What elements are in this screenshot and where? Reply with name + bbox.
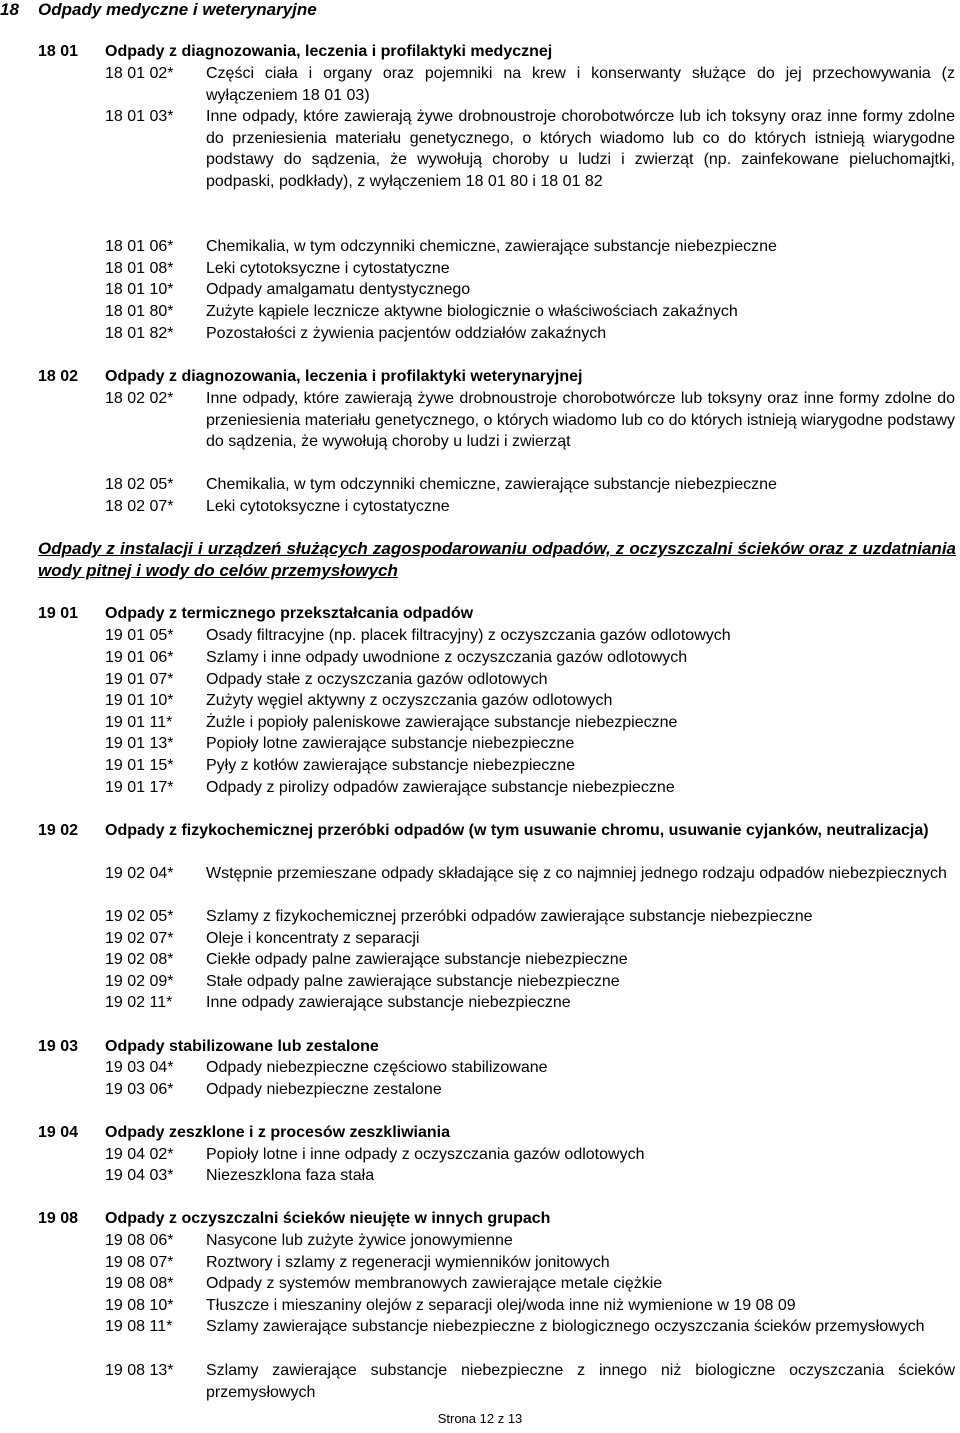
waste-code: 19 01 17* [105,779,174,796]
waste-code: 19 08 06* [105,1232,174,1249]
waste-entry-19-08-07 [105,1252,955,1274]
group-code: 19 02 [38,822,79,839]
waste-entry-18-01-03 [105,106,955,192]
group-title: Odpady z fizykochemicznej przeróbki odpadów (w tym usuwanie chromu, usuwanie cyjanków, neutralizacja) [105,822,929,839]
chapter-heading-19 [38,538,956,582]
group-heading-19-03 [38,1036,958,1058]
waste-entry-19-04-02 [105,1144,955,1166]
waste-entry-19-03-04 [105,1057,955,1079]
waste-code: 19 02 07* [105,930,174,947]
waste-description: Inne odpady, które zawierają żywe drobnoustroje chorobotwórcze lub toksyny oraz inne formy zdolne do przeniesienia materiału genetycznego, o których wiadomo lub co do których istnieją wiarygodne podstawy do sądzenia, że wywołują choroby u ludzi i zwierząt [206,390,955,451]
waste-description: Odpady niebezpieczne zestalone [206,1081,442,1098]
waste-entry-18-01-02 [105,63,955,106]
waste-code: 19 08 07* [105,1254,174,1271]
waste-description: Nasycone lub zużyte żywice jonowymienne [206,1232,513,1249]
waste-description: Roztwory i szlamy z regeneracji wymienników jonitowych [206,1254,610,1271]
waste-entry-18-01-82 [105,323,955,345]
waste-entry-19-01-17 [105,777,955,799]
chapter-heading-18 [0,0,958,21]
group-title: Odpady z diagnozowania, leczenia i profilaktyki weterynaryjnej [105,368,583,385]
waste-description: Popioły lotne i inne odpady z oczyszczania gazów odlotowych [206,1146,645,1163]
waste-description: Leki cytotoksyczne i cytostatyczne [206,260,450,277]
group-code: 19 04 [38,1124,79,1141]
waste-code: 19 02 04* [105,865,174,882]
group-heading-19-04 [38,1122,958,1144]
waste-description: Pozostałości z żywienia pacjentów oddziałów zakaźnych [206,325,607,342]
waste-code: 19 08 11* [105,1318,173,1335]
group-title: Odpady z termicznego przekształcania odpadów [105,605,474,622]
group-title: Odpady zeszklone i z procesów zeszkliwiania [105,1124,450,1141]
waste-entry-18-02-02 [105,388,955,453]
waste-code: 18 02 02* [105,390,174,407]
waste-description: Chemikalia, w tym odczynniki chemiczne, zawierające substancje niebezpieczne [206,476,777,493]
waste-description: Stałe odpady palne zawierające substancje niebezpieczne [206,973,620,990]
waste-description: Odpady z systemów membranowych zawierające metale ciężkie [206,1275,663,1292]
waste-entry-19-02-04 [105,863,955,885]
waste-code: 19 01 07* [105,671,174,688]
waste-description: Zużyte kąpiele lecznicze aktywne biologicznie o właściwościach zakaźnych [206,303,738,320]
waste-code: 19 02 11* [105,994,173,1011]
group-code: 19 03 [38,1038,79,1055]
waste-description: Pyły z kotłów zawierające substancje niebezpieczne [206,757,576,774]
waste-code: 18 01 08* [105,260,174,277]
waste-code: 18 01 10* [105,281,174,298]
group-heading-19-01 [38,603,958,625]
waste-code: 18 02 05* [105,476,174,493]
waste-description: Wstępnie przemieszane odpady składające się z co najmniej jednego rodzaju odpadów niebezpiecznych [206,865,947,882]
group-title: Odpady stabilizowane lub zestalone [105,1038,379,1055]
waste-description: Szlamy zawierające substancje niebezpieczne z innego niż biologiczne oczyszczania ścieków przemysłowych [206,1362,955,1401]
waste-code: 19 02 05* [105,908,174,925]
waste-code: 19 01 06* [105,649,174,666]
waste-entry-19-04-03 [105,1165,955,1187]
waste-entry-19-08-11 [105,1316,955,1338]
waste-description: Zużyty węgiel aktywny z oczyszczania gazów odlotowych [206,692,613,709]
waste-entry-18-01-10 [105,279,955,301]
waste-description: Odpady amalgamatu dentystycznego [206,281,471,298]
waste-entry-18-01-06 [105,236,955,258]
waste-code: 19 01 13* [105,735,174,752]
waste-description: Inne odpady zawierające substancje niebezpieczne [206,994,571,1011]
waste-description: Szlamy z fizykochemicznej przeróbki odpadów zawierające substancje niebezpieczne [206,908,813,925]
waste-code: 19 03 04* [105,1059,174,1076]
group-heading-19-02 [38,820,958,842]
group-code: 18 02 [38,368,79,385]
waste-entry-18-02-07 [105,496,955,518]
waste-entry-19-01-15 [105,755,955,777]
waste-code: 19 01 05* [105,627,174,644]
waste-entry-19-08-08 [105,1273,955,1295]
waste-code: 18 01 06* [105,238,174,255]
group-heading-18-01 [38,41,958,63]
waste-code: 19 02 08* [105,951,174,968]
waste-entry-19-02-09 [105,971,955,993]
waste-entry-19-08-10 [105,1295,955,1317]
chapter-title: Odpady medyczne i weterynaryjne [38,0,317,19]
group-title: Odpady z oczyszczalni ścieków nieujęte w innych grupach [105,1210,551,1227]
waste-code: 18 02 07* [105,498,174,515]
waste-entry-19-02-11 [105,992,955,1014]
waste-description: Oleje i koncentraty z separacji [206,930,420,947]
waste-entry-18-01-08 [105,258,955,280]
waste-entry-19-02-07 [105,928,955,950]
waste-entry-19-02-05 [105,906,955,928]
waste-description: Odpady z pirolizy odpadów zawierające substancje niebezpieczne [206,779,675,796]
waste-entry-18-01-80 [105,301,955,323]
chapter-code: 18 [0,0,19,19]
waste-description: Osady filtracyjne (np. placek filtracyjny) z oczyszczania gazów odlotowych [206,627,731,644]
waste-entry-19-01-13 [105,733,955,755]
waste-code: 18 01 80* [105,303,174,320]
waste-description: Żużle i popioły paleniskowe zawierające substancje niebezpieczne [206,714,678,731]
waste-code: 19 04 03* [105,1167,174,1184]
waste-description: Odpady niebezpieczne częściowo stabilizowane [206,1059,548,1076]
chapter-code [0,538,38,560]
group-heading-18-02 [38,366,958,388]
waste-code: 19 01 10* [105,692,174,709]
page-number-footer: Strona 12 z 13 [437,1411,523,1426]
waste-entry-19-03-06 [105,1079,955,1101]
waste-description: Tłuszcze i mieszaniny olejów z separacji olej/woda inne niż wymienione w 19 08 09 [206,1297,796,1314]
waste-entry-19-01-10 [105,690,955,712]
waste-code: 19 04 02* [105,1146,174,1163]
chapter-title: Odpady z instalacji i urządzeń służących zagospodarowaniu odpadów, z oczyszczalni ścieków oraz z uzdatniania wody pitnej i wody do celów przemysłowych [38,539,956,580]
waste-code: 19 01 11* [105,714,173,731]
group-code: 18 01 [38,43,79,60]
group-heading-19-08 [38,1208,958,1230]
waste-code: 19 08 10* [105,1297,174,1314]
waste-description: Inne odpady, które zawierają żywe drobnoustroje chorobotwórcze lub ich toksyny oraz inne formy zdolne do przeniesienia materiału genetycznego, o których wiadomo lub co do których istnieją wiarygodne podstawy do sądzenia, że wywołują choroby u ludzi i zwierząt (np. zainfekowane pieluchomajtki, podpaski, podkłady), z wyłączeniem 18 01 80 i 18 01 82 [206,108,955,190]
waste-code: 19 02 09* [105,973,174,990]
waste-entry-19-02-08 [105,949,955,971]
group-title: Odpady z diagnozowania, leczenia i profilaktyki medycznej [105,43,553,60]
waste-entry-19-08-06 [105,1230,955,1252]
waste-entry-19-01-07 [105,669,955,691]
waste-description: Popioły lotne zawierające substancje niebezpieczne [206,735,575,752]
waste-entry-18-02-05 [105,474,955,496]
waste-description: Leki cytotoksyczne i cytostatyczne [206,498,450,515]
waste-description: Odpady stałe z oczyszczania gazów odlotowych [206,671,548,688]
waste-code: 19 08 13* [105,1362,174,1379]
group-code: 19 01 [38,605,79,622]
waste-entry-19-01-06 [105,647,955,669]
waste-entry-19-01-11 [105,712,955,734]
group-code: 19 08 [38,1210,79,1227]
waste-code: 19 03 06* [105,1081,174,1098]
waste-code: 19 08 08* [105,1275,174,1292]
waste-code: 19 01 15* [105,757,174,774]
waste-entry-19-08-13 [105,1360,955,1403]
waste-description: Szlamy zawierające substancje niebezpieczne z biologicznego oczyszczania ścieków przemysłowych [206,1318,925,1335]
waste-description: Ciekłe odpady palne zawierające substancje niebezpieczne [206,951,628,968]
waste-code: 18 01 02* [105,65,174,82]
waste-code: 18 01 03* [105,108,174,125]
waste-code: 18 01 82* [105,325,174,342]
waste-entry-19-01-05 [105,625,955,647]
waste-description: Niezeszklona faza stała [206,1167,375,1184]
waste-description: Szlamy i inne odpady uwodnione z oczyszczania gazów odlotowych [206,649,688,666]
waste-description: Chemikalia, w tym odczynniki chemiczne, zawierające substancje niebezpieczne [206,238,777,255]
waste-description: Części ciała i organy oraz pojemniki na krew i konserwanty służące do jej przechowywania (z wyłączeniem 18 01 03) [206,65,955,104]
